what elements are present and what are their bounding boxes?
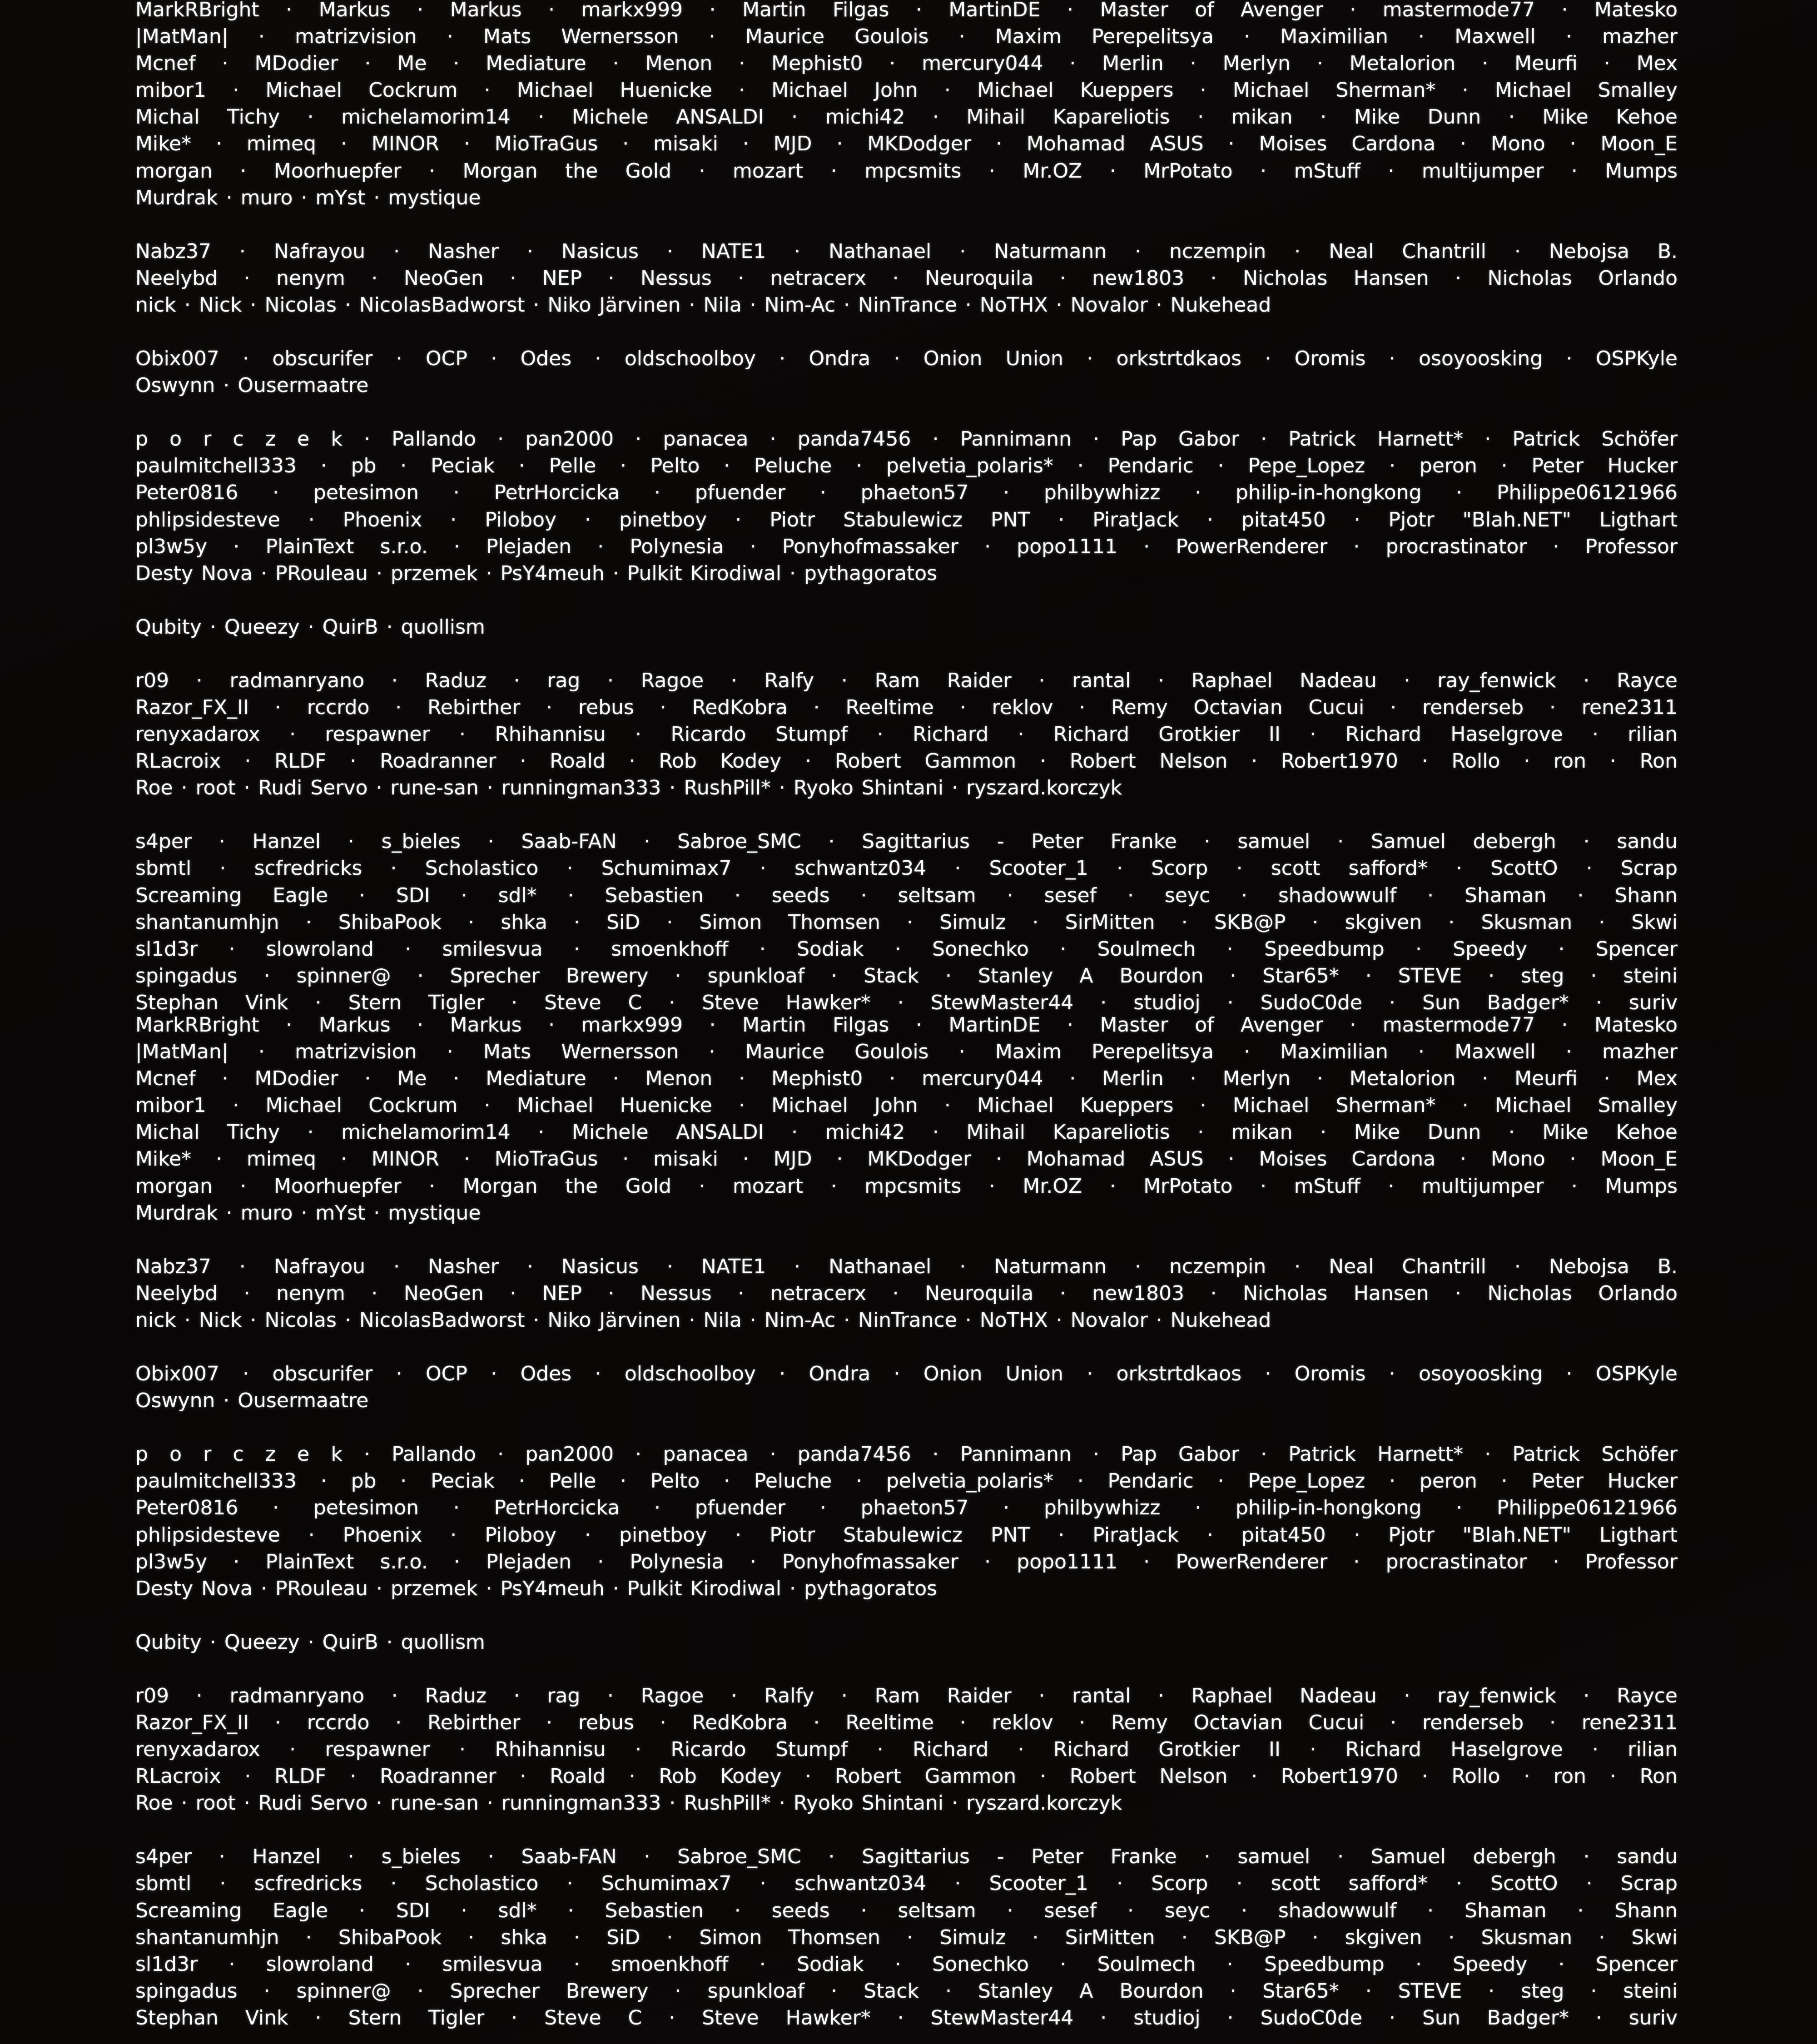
credits-line: Nabz37 · Nafrayou · Nasher · Nasicus · NATE1 · Nathanael · Naturmann · nczempin · Neal Chantrill · Nebojsa B. — [135, 1255, 1678, 1278]
credits-line: Mcnef · MDodier · Me · Mediature · Menon · Mephist0 · mercury044 · Merlin · Merlyn · Metalorion · Meurfi · Mex — [135, 1067, 1678, 1091]
credits-line: pl3w5y · PlainText s.r.o. · Plejaden · Polynesia · Ponyhofmassaker · popo1111 · PowerRenderer · procrastinator · Professor — [135, 535, 1678, 558]
credits-line: Razor_FX_II · rccrdo · Rebirther · rebus · RedKobra · Reeltime · reklov · Remy Octavian Cucui · renderseb · rene2311 — [135, 1711, 1678, 1734]
credits-line: Neelybd · nenym · NeoGen · NEP · Nessus · netracerx · Neuroquila · new1803 · Nicholas Hansen · Nicholas Orlando — [135, 1281, 1678, 1305]
credits-line: Murdrak · muro · mYst · mystique — [135, 1201, 481, 1225]
credits-line: r09 · radmanryano · Raduz · rag · Ragoe · Ralfy · Ram Raider · rantal · Raphael Nadeau · ray_fenwick · Rayce — [135, 669, 1678, 692]
credits-line: pl3w5y · PlainText s.r.o. · Plejaden · Polynesia · Ponyhofmassaker · popo1111 · PowerRenderer · procrastinator · Professor — [135, 1550, 1678, 1573]
credits-section — [135, 0, 1678, 211]
credits-line: Screaming Eagle · SDI · sdl* · Sebastien · seeds · seltsam · sesef · seyc · shadowwulf · Shaman · Shann — [135, 1899, 1678, 1922]
credits-line: Obix007 · obscurifer · OCP · Odes · oldschoolboy · Ondra · Onion Union · orkstrtdkaos · Oromis · osoyoosking · OSPKyle — [135, 347, 1678, 371]
credits-section — [135, 345, 1678, 399]
credits-line: s4per · Hanzel · s_bieles · Saab-FAN · Sabroe_SMC · Sagittarius - Peter Franke · samuel · Samuel debergh · sandu — [135, 830, 1678, 853]
credits-line: Stephan Vink · Stern Tigler · Steve C · Steve Hawker* · StewMaster44 · studioj · SudoC0de · Sun Badger* · suriv — [135, 2006, 1678, 2029]
credits-line: Peter0816 · petesimon · PetrHorcicka · pfuender · phaeton57 · philbywhizz · philip-in-hongkong · Philippe06121966 — [135, 1496, 1678, 1520]
credits-section — [135, 238, 1678, 318]
credits-line: Qubity · Queezy · QuirB · quollism — [135, 615, 485, 639]
credits-line: sl1d3r · slowroland · smilesvua · smoenkhoff · Sodiak · Sonechko · Soulmech · Speedbump · Speedy · Spencer — [135, 1952, 1678, 1976]
credits-line: mibor1 · Michael Cockrum · Michael Huenicke · Michael John · Michael Kueppers · Michael Sherman* · Michael Smalley — [135, 79, 1678, 102]
credits-line: Neelybd · nenym · NeoGen · NEP · Nessus · netracerx · Neuroquila · new1803 · Nicholas Hansen · Nicholas Orlando — [135, 266, 1678, 290]
credits-section — [135, 1843, 1678, 2031]
credits-line: Roe · root · Rudi Servo · rune-san · runningman333 · RushPill* · Ryoko Shintani · ryszard.korczyk — [135, 1791, 1122, 1815]
credits-line: Desty Nova · PRouleau · przemek · PsY4meuh · Pulkit Kirodiwal · pythagoratos — [135, 561, 938, 585]
credits-line: Stephan Vink · Stern Tigler · Steve C · Steve Hawker* · StewMaster44 · studioj · SudoC0de · Sun Badger* · suriv — [135, 991, 1678, 1014]
credits-line: sbmtl · scfredricks · Scholastico · Schumimax7 · schwantz034 · Scooter_1 · Scorp · scott safford* · ScottO · Scrap — [135, 857, 1678, 880]
credits-line: Qubity · Queezy · QuirB · quollism — [135, 1630, 485, 1654]
credits-section — [135, 1682, 1678, 1816]
credits-line: RLacroix · RLDF · Roadranner · Roald · Rob Kodey · Robert Gammon · Robert Nelson · Robert1970 · Rollo · ron · Ron — [135, 1765, 1678, 1788]
credits-line: Screaming Eagle · SDI · sdl* · Sebastien · seeds · seltsam · sesef · seyc · shadowwulf · Shaman · Shann — [135, 883, 1678, 907]
credits-line: Obix007 · obscurifer · OCP · Odes · oldschoolboy · Ondra · Onion Union · orkstrtdkaos · Oromis · osoyoosking · OSPKyle — [135, 1362, 1678, 1386]
credits-line: phlipsidesteve · Phoenix · Piloboy · pinetboy · Piotr Stabulewicz PNT · PiratJack · pitat450 · Pjotr "Blah.NET" Ligthart — [135, 508, 1678, 531]
credits-line: sl1d3r · slowroland · smilesvua · smoenkhoff · Sodiak · Sonechko · Soulmech · Speedbump · Speedy · Spencer — [135, 937, 1678, 961]
credits-line: morgan · Moorhuepfer · Morgan the Gold · mozart · mpcsmits · Mr.OZ · MrPotato · mStuff · multijumper · Mumps — [135, 1174, 1678, 1198]
credits-line: nick · Nick · Nicolas · NicolasBadworst · Niko Järvinen · Nila · Nim-Ac · NinTrance · NoTHX · Novalor · Nukehead — [135, 1308, 1271, 1332]
credits-line: RLacroix · RLDF · Roadranner · Roald · Rob Kodey · Robert Gammon · Robert Nelson · Robert1970 · Rollo · ron · Ron — [135, 749, 1678, 773]
credits-section — [135, 1360, 1678, 1414]
credits-line: paulmitchell333 · pb · Peciak · Pelle · Pelto · Peluche · pelvetia_polaris* · Pendaric · Pepe_Lopez · peron · Peter Hucker — [135, 1469, 1678, 1493]
credits-line: Michal Tichy · michelamorim14 · Michele ANSALDI · michi42 · Mihail Kapareliotis · mikan · Mike Dunn · Mike Kehoe — [135, 1121, 1678, 1144]
credits-line: Peter0816 · petesimon · PetrHorcicka · pfuender · phaeton57 · philbywhizz · philip-in-hongkong · Philippe06121966 — [135, 481, 1678, 505]
credits-line: |MatMan| · matrizvision · Mats Wernersson · Maurice Goulois · Maxim Perepelitsya · Maximilian · Maxwell · mazher — [135, 25, 1678, 49]
credits-line: phlipsidesteve · Phoenix · Piloboy · pinetboy · Piotr Stabulewicz PNT · PiratJack · pitat450 · Pjotr "Blah.NET" Ligthart — [135, 1523, 1678, 1547]
credits-section — [135, 667, 1678, 801]
credits-line: shantanumhjn · ShibaPook · shka · SiD · Simon Thomsen · Simulz · SirMitten · SKB@P · skgiven · Skusman · Skwi — [135, 1925, 1678, 1949]
credits-line: spingadus · spinner@ · Sprecher Brewery · spunkloaf · Stack · Stanley A Bourdon · Star65* · STEVE · steg · steini — [135, 964, 1678, 987]
credits-line: Mike* · mimeq · MINOR · MioTraGus · misaki · MJD · MKDodger · Mohamad ASUS · Moises Cardona · Mono · Moon_E — [135, 1147, 1678, 1171]
credits-section — [135, 1441, 1678, 1602]
credits-line: renyxadarox · respawner · Rhihannisu · Ricardo Stumpf · Richard · Richard Grotkier II · Richard Haselgrove · rilian — [135, 1738, 1678, 1761]
credits-line: sbmtl · scfredricks · Scholastico · Schumimax7 · schwantz034 · Scooter_1 · Scorp · scott safford* · ScottO · Scrap — [135, 1872, 1678, 1895]
credits-line: s4per · Hanzel · s_bieles · Saab-FAN · Sabroe_SMC · Sagittarius - Peter Franke · samuel · Samuel debergh · sandu — [135, 1845, 1678, 1869]
credits-line: |MatMan| · matrizvision · Mats Wernersson · Maurice Goulois · Maxim Perepelitsya · Maximilian · Maxwell · mazher — [135, 1040, 1678, 1064]
credits-section — [135, 614, 1678, 640]
credits-copy-2 — [135, 1012, 1678, 2031]
credits-line: Mcnef · MDodier · Me · Mediature · Menon · Mephist0 · mercury044 · Merlin · Merlyn · Metalorion · Meurfi · Mex — [135, 52, 1678, 75]
credits-line: Razor_FX_II · rccrdo · Rebirther · rebus · RedKobra · Reeltime · reklov · Remy Octavian Cucui · renderseb · rene2311 — [135, 695, 1678, 719]
credits-section — [135, 1012, 1678, 1226]
credits-line: Murdrak · muro · mYst · mystique — [135, 186, 481, 209]
credits-line: Roe · root · Rudi Servo · rune-san · runningman333 · RushPill* · Ryoko Shintani · ryszard.korczyk — [135, 776, 1122, 800]
credits-line: Michal Tichy · michelamorim14 · Michele ANSALDI · michi42 · Mihail Kapareliotis · mikan · Mike Dunn · Mike Kehoe — [135, 105, 1678, 129]
credits-line: nick · Nick · Nicolas · NicolasBadworst · Niko Järvinen · Nila · Nim-Ac · NinTrance · NoTHX · Novalor · Nukehead — [135, 293, 1271, 317]
credits-line: spingadus · spinner@ · Sprecher Brewery · spunkloaf · Stack · Stanley A Bourdon · Star65* · STEVE · steg · steini — [135, 1979, 1678, 2003]
credits-line: Nabz37 · Nafrayou · Nasher · Nasicus · NATE1 · Nathanael · Naturmann · nczempin · Neal Chantrill · Nebojsa B. — [135, 239, 1678, 263]
credits-line: p o r c z e k · Pallando · pan2000 · panacea · panda7456 · Pannimann · Pap Gabor · Patrick Harnett* · Patrick Schöfer — [135, 427, 1678, 451]
credits-line: r09 · radmanryano · Raduz · rag · Ragoe · Ralfy · Ram Raider · rantal · Raphael Nadeau · ray_fenwick · Rayce — [135, 1684, 1678, 1707]
credits-line: p o r c z e k · Pallando · pan2000 · panacea · panda7456 · Pannimann · Pap Gabor · Patrick Harnett* · Patrick Schöfer — [135, 1443, 1678, 1466]
credits-line: Desty Nova · PRouleau · przemek · PsY4meuh · Pulkit Kirodiwal · pythagoratos — [135, 1577, 938, 1600]
credits-line: MarkRBright · Markus · Markus · markx999 · Martin Filgas · MartinDE · Master of Avenger · mastermode77 · Matesko — [135, 0, 1678, 21]
credits-section — [135, 828, 1678, 1016]
credits-line: mibor1 · Michael Cockrum · Michael Huenicke · Michael John · Michael Kueppers · Michael Sherman* · Michael Smalley — [135, 1094, 1678, 1117]
credits-line: morgan · Moorhuepfer · Morgan the Gold · mozart · mpcsmits · Mr.OZ · MrPotato · mStuff · multijumper · Mumps — [135, 159, 1678, 183]
credits-scroll — [135, 0, 1678, 2031]
credits-line: MarkRBright · Markus · Markus · markx999 · Martin Filgas · MartinDE · Master of Avenger · mastermode77 · Matesko — [135, 1013, 1678, 1037]
credits-section — [135, 426, 1678, 587]
credits-line: Oswynn · Ousermaatre — [135, 1389, 369, 1413]
credits-line: Oswynn · Ousermaatre — [135, 374, 369, 397]
credits-line: Mike* · mimeq · MINOR · MioTraGus · misaki · MJD · MKDodger · Mohamad ASUS · Moises Cardona · Mono · Moon_E — [135, 132, 1678, 156]
credits-line: shantanumhjn · ShibaPook · shka · SiD · Simon Thomsen · Simulz · SirMitten · SKB@P · skgiven · Skusman · Skwi — [135, 910, 1678, 934]
credits-line: renyxadarox · respawner · Rhihannisu · Ricardo Stumpf · Richard · Richard Grotkier II · Richard Haselgrove · rilian — [135, 723, 1678, 746]
credits-line: paulmitchell333 · pb · Peciak · Pelle · Pelto · Peluche · pelvetia_polaris* · Pendaric · Pepe_Lopez · peron · Peter Hucker — [135, 454, 1678, 478]
credits-section — [135, 1629, 1678, 1656]
credits-section — [135, 1253, 1678, 1334]
credits-copy-1 — [135, 0, 1678, 1016]
